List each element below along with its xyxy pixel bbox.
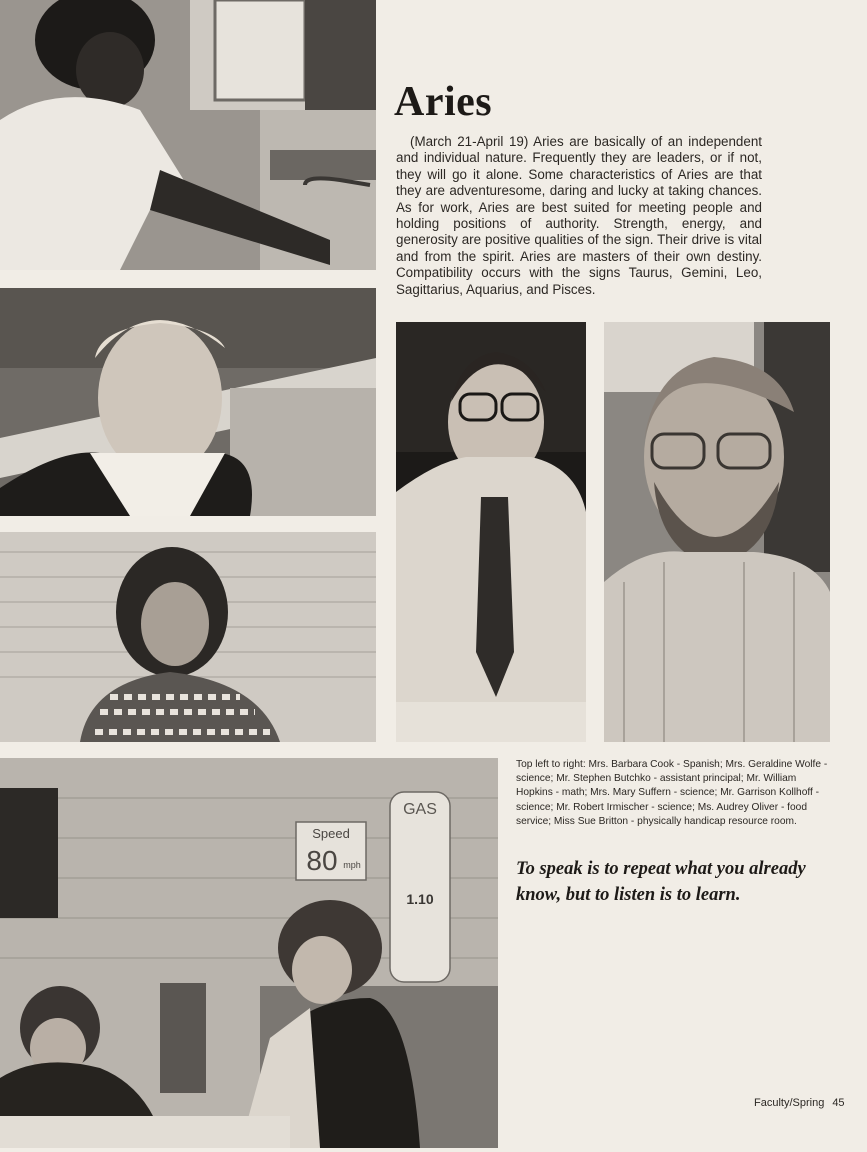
page-title: Aries [394,79,493,125]
speed-sign-unit: mph [343,860,361,870]
photo-man-glasses-tie [396,322,586,742]
speed-sign-text: Speed [312,826,350,841]
photo-bearded-man-glasses [604,322,830,742]
gas-sign-text: GAS [403,801,437,818]
photo-teacher-at-sink [0,0,376,270]
quote: To speak is to repeat what you already know, but to listen is to learn. [516,859,806,905]
gas-price: 1.10 [406,891,434,907]
page-number: 45 [832,1097,845,1109]
speed-sign-value: 80 [306,845,338,876]
page-footer [754,1097,845,1109]
photo-classroom-scene [0,758,498,1148]
footer-section: Faculty/Spring [754,1097,825,1109]
photo-woman-patterned-sweater [0,532,376,742]
photo-caption: Top left to right: Mrs. Barbara Cook - Spanish; Mrs. Geraldine Wolfe - science; Mr. Stephen Butchko - assistant principal; Mr. William Hopkins - math; Mrs. Mary Suffern - science; Mr. Garrison Kollhoff - science; Mr. Robert Irmischer - science; Ms. Audrey Oliver - food service; Miss Sue Britton - physically handicap resource room. [516,759,828,827]
body-paragraph: (March 21-April 19) Aries are basically of an independent and individual nature. Frequently they are leaders, or if not, they will go it alone. Some characteristics of Aries are that they are adventuresome, daring and lucky at taking chances. As for work, Aries are best suited for meeting people and holding positions of authority. Strength, energy, and generosity are positive qualities of the sign. Their drive is vital and from the spirit. Aries are masters of their own destiny. Compatibility occurs with the signs Taurus, Gemini, Leo, Sagittarius, Aquarius, and Pisces. [396,134,762,297]
photo-man-light-hair [0,288,376,516]
